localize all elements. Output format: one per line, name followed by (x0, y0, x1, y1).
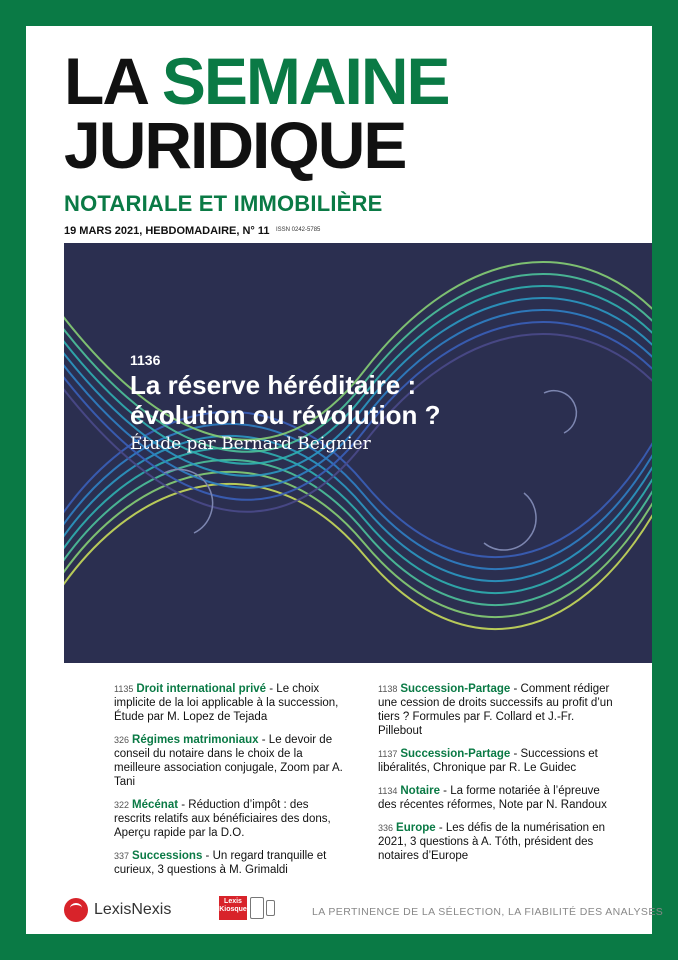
publisher-name: LexisNexis (94, 901, 172, 918)
article-text: - Le devoir de conseil du notaire dans le choix de la meilleure association conjugale, Zoom par A. Tani (114, 734, 343, 788)
article-text: - Successions et libéralités, Chronique par R. Le Guidec (378, 748, 598, 774)
masthead-juridique: JURIDIQUE (64, 108, 406, 182)
article-rubric: Europe (396, 822, 436, 834)
feature-hero[interactable] (64, 243, 652, 663)
article-number: 326 (114, 735, 130, 745)
issn: ISSN 0242-5785 (276, 227, 321, 233)
article-rubric: Droit international privé (136, 683, 267, 695)
kiosque-line2: Kiosque (219, 906, 247, 913)
masthead-semaine: SEMAINE (161, 44, 449, 118)
article-item[interactable] (114, 733, 344, 789)
articles-left-column (114, 682, 344, 886)
feature-number: 1136 (130, 352, 161, 368)
lexisnexis-logo[interactable] (64, 898, 171, 922)
article-number: 322 (114, 800, 130, 810)
article-number: 1135 (114, 684, 134, 694)
article-rubric: Notaire (400, 785, 440, 797)
article-item[interactable] (378, 747, 618, 775)
kiosque-line1: Lexis (224, 898, 242, 905)
article-text: - Les défis de la numérisation en 2021, 3 questions à A. Tóth, président des notaires d’Europe (378, 822, 606, 862)
lexis-kiosque-badge[interactable] (219, 896, 275, 920)
article-item[interactable] (378, 682, 618, 738)
article-item[interactable] (114, 798, 344, 840)
feature-title-line1: La réserve héréditaire : (130, 370, 417, 400)
article-rubric: Succession-Partage (400, 748, 511, 760)
article-rubric: Mécénat (132, 799, 179, 811)
article-number: 1134 (378, 786, 398, 796)
feature-author: Étude par Bernard Beignier (130, 434, 371, 454)
feature-title-line2: évolution ou révolution ? (130, 400, 441, 430)
article-number: 336 (378, 823, 394, 833)
article-number: 1138 (378, 684, 398, 694)
issue-dateline: 19 MARS 2021, HEBDOMADAIRE, N° 11 (64, 225, 270, 237)
kiosque-logo (219, 896, 247, 920)
article-text: - Réduction d’impôt : des rescrits relatifs aux bénéficiaires des dons, Aperçu rapide par la D.O. (114, 799, 331, 839)
articles-right-column (378, 682, 618, 872)
footer-tagline: LA PERTINENCE DE LA SÉLECTION, LA FIABILITÉ DES ANALYSES (312, 906, 664, 918)
article-item[interactable] (114, 682, 344, 724)
article-rubric: Régimes matrimoniaux (132, 734, 259, 746)
cover-page (26, 26, 664, 934)
tablet-icon (250, 897, 264, 919)
lexisnexis-emblem-icon (64, 898, 88, 922)
article-text: - La forme notariée à l’épreuve des récentes réformes, Note par N. Randoux (378, 785, 607, 811)
feature-title[interactable] (130, 370, 550, 430)
article-rubric: Successions (132, 850, 203, 862)
article-rubric: Succession-Partage (400, 683, 511, 695)
article-text: - Le choix implicite de la loi applicable à la succession, Étude par M. Lopez de Tejada (114, 683, 339, 723)
masthead-subtitle: NOTARIALE ET IMMOBILIÈRE (64, 191, 383, 216)
article-number: 1137 (378, 749, 398, 759)
article-number: 337 (114, 851, 130, 861)
masthead-la: LA (64, 44, 146, 118)
phone-icon (266, 900, 275, 916)
article-item[interactable] (378, 784, 618, 812)
article-item[interactable] (114, 849, 344, 877)
article-item[interactable] (378, 821, 618, 863)
article-text: - Un regard tranquille et curieux, 3 questions à M. Grimaldi (114, 850, 327, 876)
masthead-line1 (64, 44, 449, 118)
article-text: - Comment rédiger une cession de droits successifs au profit d’un tiers ? Formules par F. Collard et J.-Fr. Pillebout (378, 683, 613, 737)
